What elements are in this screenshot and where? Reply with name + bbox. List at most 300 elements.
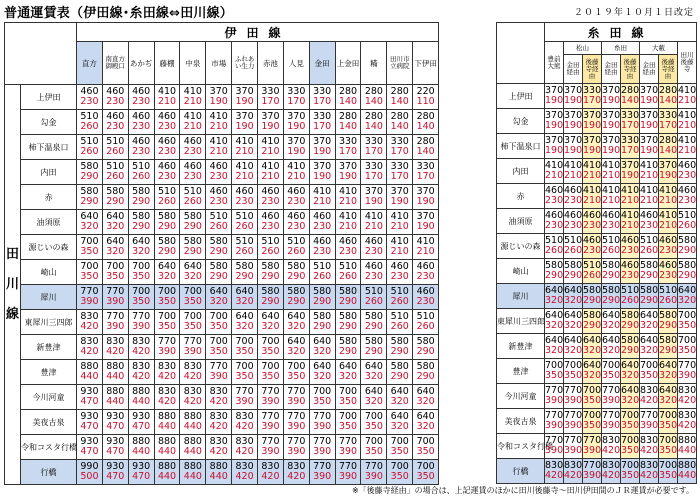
route-header: 金田経由 (640, 55, 659, 84)
fare-child: 210 (621, 195, 640, 206)
fare-cell (309, 160, 335, 185)
row-station-name: 犀川 (21, 285, 77, 310)
fare-adult: 700 (659, 460, 678, 471)
fare-cell (232, 460, 258, 485)
station-header: あかぢ (128, 42, 154, 85)
row-station-name: 崎山 (21, 260, 77, 285)
fare-child: 170 (364, 146, 383, 157)
fare-adult: 510 (583, 260, 602, 271)
row-station-name: 豊津 (497, 359, 545, 384)
fare-child: 170 (313, 96, 332, 107)
fare-cell (232, 335, 258, 360)
fare-adult: 700 (678, 335, 697, 346)
fare-adult: 410 (640, 185, 659, 196)
fare-adult: 640 (235, 286, 254, 297)
fare-cell (206, 310, 232, 335)
fare-cell (564, 234, 583, 259)
fare-cell (583, 309, 602, 334)
fare-child: 420 (157, 371, 177, 382)
fare-child: 290 (183, 221, 202, 232)
fare-child: 230 (678, 195, 697, 206)
fare-cell (283, 335, 309, 360)
fare-child: 390 (545, 395, 564, 406)
fare-child: 320 (209, 296, 228, 307)
page-title: 普通運賃表（伊田線･糸田線⇔田川線） (4, 6, 233, 21)
fare-cell (545, 459, 564, 484)
fare-child: 390 (132, 321, 151, 332)
fare-child: 260 (364, 296, 383, 307)
fare-adult: 640 (261, 311, 280, 322)
fare-cell (678, 159, 697, 184)
fare-adult: 830 (287, 461, 306, 472)
fare-cell (180, 160, 206, 185)
fare-cell (102, 410, 128, 435)
row-station-name: 赤 (497, 184, 545, 209)
fare-child: 210 (261, 146, 280, 157)
fare-child: 420 (235, 446, 254, 457)
fare-cell (309, 385, 335, 410)
fare-child: 290 (416, 346, 435, 357)
fare-child: 230 (235, 196, 254, 207)
fare-adult: 460 (261, 186, 280, 197)
fare-adult: 770 (583, 435, 602, 446)
fare-cell (583, 459, 602, 484)
fare-cell (309, 85, 335, 110)
fare-child: 290 (390, 371, 409, 382)
fare-adult: 410 (602, 185, 621, 196)
fare-cell (361, 260, 387, 285)
fare-cell (387, 360, 413, 385)
fare-cell (232, 135, 258, 160)
fare-cell (640, 184, 659, 209)
fare-adult: 880 (132, 436, 151, 447)
fare-cell (602, 209, 621, 234)
fare-cell (77, 335, 103, 360)
fare-cell (154, 410, 180, 435)
fare-cell (564, 259, 583, 284)
fare-cell (258, 160, 284, 185)
fare-adult: 930 (106, 411, 125, 422)
fare-adult: 580 (564, 260, 583, 271)
itoda-fare-table (496, 22, 697, 484)
fare-adult: 460 (364, 261, 383, 272)
fare-child: 290 (209, 246, 228, 257)
fare-adult: 460 (602, 210, 621, 221)
fare-adult: 700 (416, 436, 435, 447)
fare-adult: 510 (235, 211, 254, 222)
fare-cell (678, 434, 697, 459)
route-header: 後藤寺経由 (659, 55, 678, 84)
fare-child: 350 (209, 346, 228, 357)
fare-adult: 770 (261, 411, 280, 422)
fare-child: 210 (183, 121, 202, 132)
fare-child: 260 (678, 220, 697, 231)
fare-child: 350 (621, 470, 640, 481)
fare-child: 440 (183, 471, 202, 482)
fare-child: 390 (678, 370, 697, 381)
fare-child: 210 (338, 221, 358, 232)
fare-child: 320 (640, 320, 659, 331)
fare-adult: 830 (235, 461, 254, 472)
fare-cell (361, 85, 387, 110)
fare-child: 290 (564, 270, 583, 281)
fare-adult: 410 (235, 161, 254, 172)
fare-cell (335, 160, 361, 185)
fare-cell (77, 385, 103, 410)
fare-cell (545, 309, 564, 334)
fare-adult: 410 (338, 186, 358, 197)
fare-child: 320 (287, 346, 306, 357)
fare-cell (387, 335, 413, 360)
fare-cell (335, 260, 361, 285)
fare-cell (621, 134, 640, 159)
fare-cell (413, 85, 439, 110)
fare-child: 390 (106, 321, 125, 332)
fare-adult: 510 (640, 235, 659, 246)
fare-child: 170 (390, 171, 409, 182)
fare-cell (545, 234, 564, 259)
fare-child: 420 (209, 421, 228, 432)
fare-adult: 460 (209, 161, 228, 172)
fare-cell (77, 360, 103, 385)
fare-adult: 410 (338, 211, 358, 222)
fare-adult: 880 (106, 361, 125, 372)
fare-adult: 880 (678, 460, 697, 471)
fare-adult: 830 (564, 460, 583, 471)
fare-cell (659, 184, 678, 209)
fare-cell (678, 109, 697, 134)
fare-adult: 580 (416, 361, 435, 372)
fare-adult: 830 (235, 411, 254, 422)
fare-adult: 880 (183, 461, 202, 472)
fare-cell (564, 459, 583, 484)
fare-adult: 700 (261, 361, 280, 372)
fare-cell (206, 460, 232, 485)
fare-cell (545, 384, 564, 409)
fare-cell (232, 285, 258, 310)
fare-adult: 410 (659, 210, 678, 221)
fare-adult: 460 (157, 111, 177, 122)
fare-adult: 640 (313, 336, 332, 347)
row-station-name: 油須原 (497, 209, 545, 234)
row-station-name: 犀川 (497, 284, 545, 309)
itoda-line-header: 糸田線 (545, 23, 697, 42)
fare-adult: 510 (80, 136, 99, 147)
fare-child: 210 (659, 220, 678, 231)
route-header: 後藤寺経由 (621, 55, 640, 84)
fare-child: 260 (545, 245, 564, 256)
fare-cell (180, 185, 206, 210)
fare-cell (413, 160, 439, 185)
fare-adult: 770 (338, 436, 358, 447)
fare-child: 350 (621, 420, 640, 431)
fare-adult: 330 (416, 161, 435, 172)
fare-cell (678, 184, 697, 209)
fare-adult: 580 (261, 286, 280, 297)
fare-adult: 770 (338, 461, 358, 472)
fare-child: 230 (313, 221, 332, 232)
fare-child: 420 (678, 420, 697, 431)
fare-child: 110 (416, 96, 435, 107)
fare-child: 320 (659, 370, 678, 381)
fare-cell (659, 134, 678, 159)
fare-adult: 370 (602, 110, 621, 121)
fare-adult: 370 (564, 110, 583, 121)
station-header: 南直方御殿口 (102, 42, 128, 85)
fare-adult: 370 (583, 135, 602, 146)
fare-cell (77, 435, 103, 460)
fare-cell (640, 334, 659, 359)
fare-cell (564, 384, 583, 409)
fare-cell (387, 235, 413, 260)
fare-cell (206, 135, 232, 160)
fare-adult: 930 (80, 411, 99, 422)
fare-child: 260 (583, 270, 602, 281)
station-header: 下伊田 (413, 42, 439, 85)
fare-cell (640, 409, 659, 434)
fare-cell (335, 110, 361, 135)
fare-adult: 830 (545, 460, 564, 471)
fare-adult: 410 (678, 85, 697, 96)
row-station-name: 美夜古泉 (497, 409, 545, 434)
fare-child: 230 (583, 245, 602, 256)
fare-cell (180, 285, 206, 310)
fare-child: 290 (659, 320, 678, 331)
fare-adult: 280 (416, 111, 435, 122)
fare-adult: 460 (545, 210, 564, 221)
fare-adult: 580 (209, 236, 228, 247)
fare-cell (232, 210, 258, 235)
fare-adult: 830 (678, 385, 697, 396)
fare-child: 170 (390, 146, 409, 157)
fare-child: 190 (545, 145, 564, 156)
fare-adult: 770 (313, 461, 332, 472)
fare-cell (361, 460, 387, 485)
fare-child: 210 (602, 170, 621, 181)
fare-cell (659, 459, 678, 484)
station-header: 直方 (77, 42, 103, 85)
fare-adult: 370 (313, 136, 332, 147)
fare-child: 210 (390, 221, 409, 232)
fare-adult: 770 (157, 336, 177, 347)
fare-cell (413, 210, 439, 235)
fare-cell (583, 159, 602, 184)
fare-adult: 330 (313, 86, 332, 97)
fare-child: 260 (564, 245, 583, 256)
fare-child: 350 (678, 320, 697, 331)
fare-child: 350 (583, 420, 602, 431)
fare-cell (545, 434, 564, 459)
fare-child: 320 (545, 320, 564, 331)
fare-adult: 880 (209, 461, 228, 472)
fare-adult: 330 (261, 86, 280, 97)
fare-adult: 990 (80, 461, 99, 472)
fare-cell (602, 434, 621, 459)
fare-child: 230 (261, 196, 280, 207)
fare-child: 170 (621, 145, 640, 156)
fare-cell (621, 209, 640, 234)
fare-child: 260 (390, 321, 409, 332)
fare-cell (545, 209, 564, 234)
fare-child: 230 (621, 270, 640, 281)
fare-child: 210 (157, 96, 177, 107)
fare-adult: 330 (313, 111, 332, 122)
fare-adult: 580 (602, 260, 621, 271)
fare-adult: 830 (209, 411, 228, 422)
fare-adult: 830 (602, 435, 621, 446)
station-header: 上金田 (335, 42, 361, 85)
fare-cell (640, 209, 659, 234)
fare-adult: 370 (564, 85, 583, 96)
fare-child: 290 (338, 321, 358, 332)
fare-adult: 930 (106, 436, 125, 447)
fare-cell (387, 285, 413, 310)
fare-adult: 770 (364, 461, 383, 472)
fare-child: 440 (678, 470, 697, 481)
row-station-name: 行橋 (497, 459, 545, 484)
fare-cell (258, 460, 284, 485)
fare-child: 170 (338, 146, 358, 157)
fare-adult: 640 (313, 361, 332, 372)
fare-cell (283, 360, 309, 385)
fare-child: 210 (583, 170, 602, 181)
fare-cell (621, 459, 640, 484)
fare-cell (545, 284, 564, 309)
fare-child: 320 (545, 295, 564, 306)
fare-child: 230 (602, 220, 621, 231)
fare-adult: 370 (416, 211, 435, 222)
row-station-name: 柿下温泉口 (497, 134, 545, 159)
fare-cell (659, 234, 678, 259)
fare-child: 420 (678, 395, 697, 406)
fare-cell (102, 435, 128, 460)
fare-cell (413, 460, 439, 485)
fare-adult: 580 (621, 310, 640, 321)
fare-cell (678, 134, 697, 159)
fare-adult: 580 (313, 311, 332, 322)
fare-adult: 700 (390, 461, 409, 472)
fare-child: 390 (313, 446, 332, 457)
fare-child: 420 (640, 470, 659, 481)
fare-adult: 510 (106, 161, 125, 172)
fare-cell (258, 410, 284, 435)
fare-adult: 410 (621, 210, 640, 221)
fare-cell (583, 409, 602, 434)
fare-adult: 460 (183, 161, 202, 172)
fare-adult: 410 (364, 211, 383, 222)
fare-cell (602, 309, 621, 334)
row-station-name: 源じいの森 (21, 235, 77, 260)
fare-cell (206, 160, 232, 185)
fare-cell (602, 459, 621, 484)
fare-child: 210 (678, 145, 697, 156)
fare-cell (602, 184, 621, 209)
fare-adult: 580 (390, 361, 409, 372)
fare-child: 320 (602, 345, 621, 356)
fare-cell (77, 85, 103, 110)
fare-adult: 460 (659, 235, 678, 246)
fare-child: 290 (364, 346, 383, 357)
fare-cell (659, 159, 678, 184)
fare-cell (640, 134, 659, 159)
fare-child: 390 (640, 420, 659, 431)
fare-cell (154, 310, 180, 335)
fare-child: 470 (80, 396, 99, 407)
fare-child: 390 (313, 421, 332, 432)
fare-cell (545, 84, 564, 109)
fare-cell (545, 359, 564, 384)
fare-child: 290 (364, 321, 383, 332)
fare-child: 440 (106, 371, 125, 382)
fare-child: 350 (621, 445, 640, 456)
fare-adult: 770 (678, 360, 697, 371)
fare-child: 210 (602, 195, 621, 206)
fare-adult: 580 (235, 261, 254, 272)
row-station-name: 東犀川三四郎 (497, 309, 545, 334)
fare-child: 260 (132, 171, 151, 182)
fare-cell (583, 184, 602, 209)
fare-cell (180, 410, 206, 435)
fare-adult: 640 (416, 411, 435, 422)
fare-adult: 830 (80, 311, 99, 322)
fare-child: 260 (235, 246, 254, 257)
fare-cell (206, 185, 232, 210)
fare-adult: 370 (338, 161, 358, 172)
fare-child: 470 (80, 446, 99, 457)
fare-child: 320 (390, 396, 409, 407)
fare-child: 350 (235, 346, 254, 357)
fare-cell (258, 285, 284, 310)
fare-child: 290 (545, 270, 564, 281)
fare-child: 390 (545, 420, 564, 431)
fare-child: 390 (364, 471, 383, 482)
fare-adult: 640 (545, 285, 564, 296)
fare-child: 210 (183, 96, 202, 107)
fare-child: 230 (640, 220, 659, 231)
fare-child: 190 (313, 171, 332, 182)
fare-cell (621, 234, 640, 259)
fare-child: 190 (564, 120, 583, 131)
fare-cell (545, 134, 564, 159)
fare-cell (154, 360, 180, 385)
fare-cell (77, 210, 103, 235)
fare-adult: 700 (106, 261, 125, 272)
fare-child: 390 (583, 470, 602, 481)
fare-cell (413, 185, 439, 210)
fare-child: 350 (183, 321, 202, 332)
fare-adult: 700 (602, 360, 621, 371)
fare-cell (564, 434, 583, 459)
fare-child: 350 (659, 445, 678, 456)
fare-adult: 280 (621, 85, 640, 96)
fare-child: 290 (261, 296, 280, 307)
station-header: 市場 (206, 42, 232, 85)
fare-child: 260 (313, 271, 332, 282)
fare-adult: 460 (132, 136, 151, 147)
fare-cell (602, 84, 621, 109)
fare-cell (283, 85, 309, 110)
fare-child: 350 (659, 470, 678, 481)
fare-child: 320 (364, 396, 383, 407)
fare-cell (180, 435, 206, 460)
fare-child: 420 (564, 470, 583, 481)
fare-adult: 460 (416, 286, 435, 297)
fare-child: 260 (80, 121, 99, 132)
fare-cell (678, 459, 697, 484)
fare-child: 420 (80, 346, 99, 357)
fare-adult: 830 (640, 460, 659, 471)
fare-adult: 410 (583, 185, 602, 196)
